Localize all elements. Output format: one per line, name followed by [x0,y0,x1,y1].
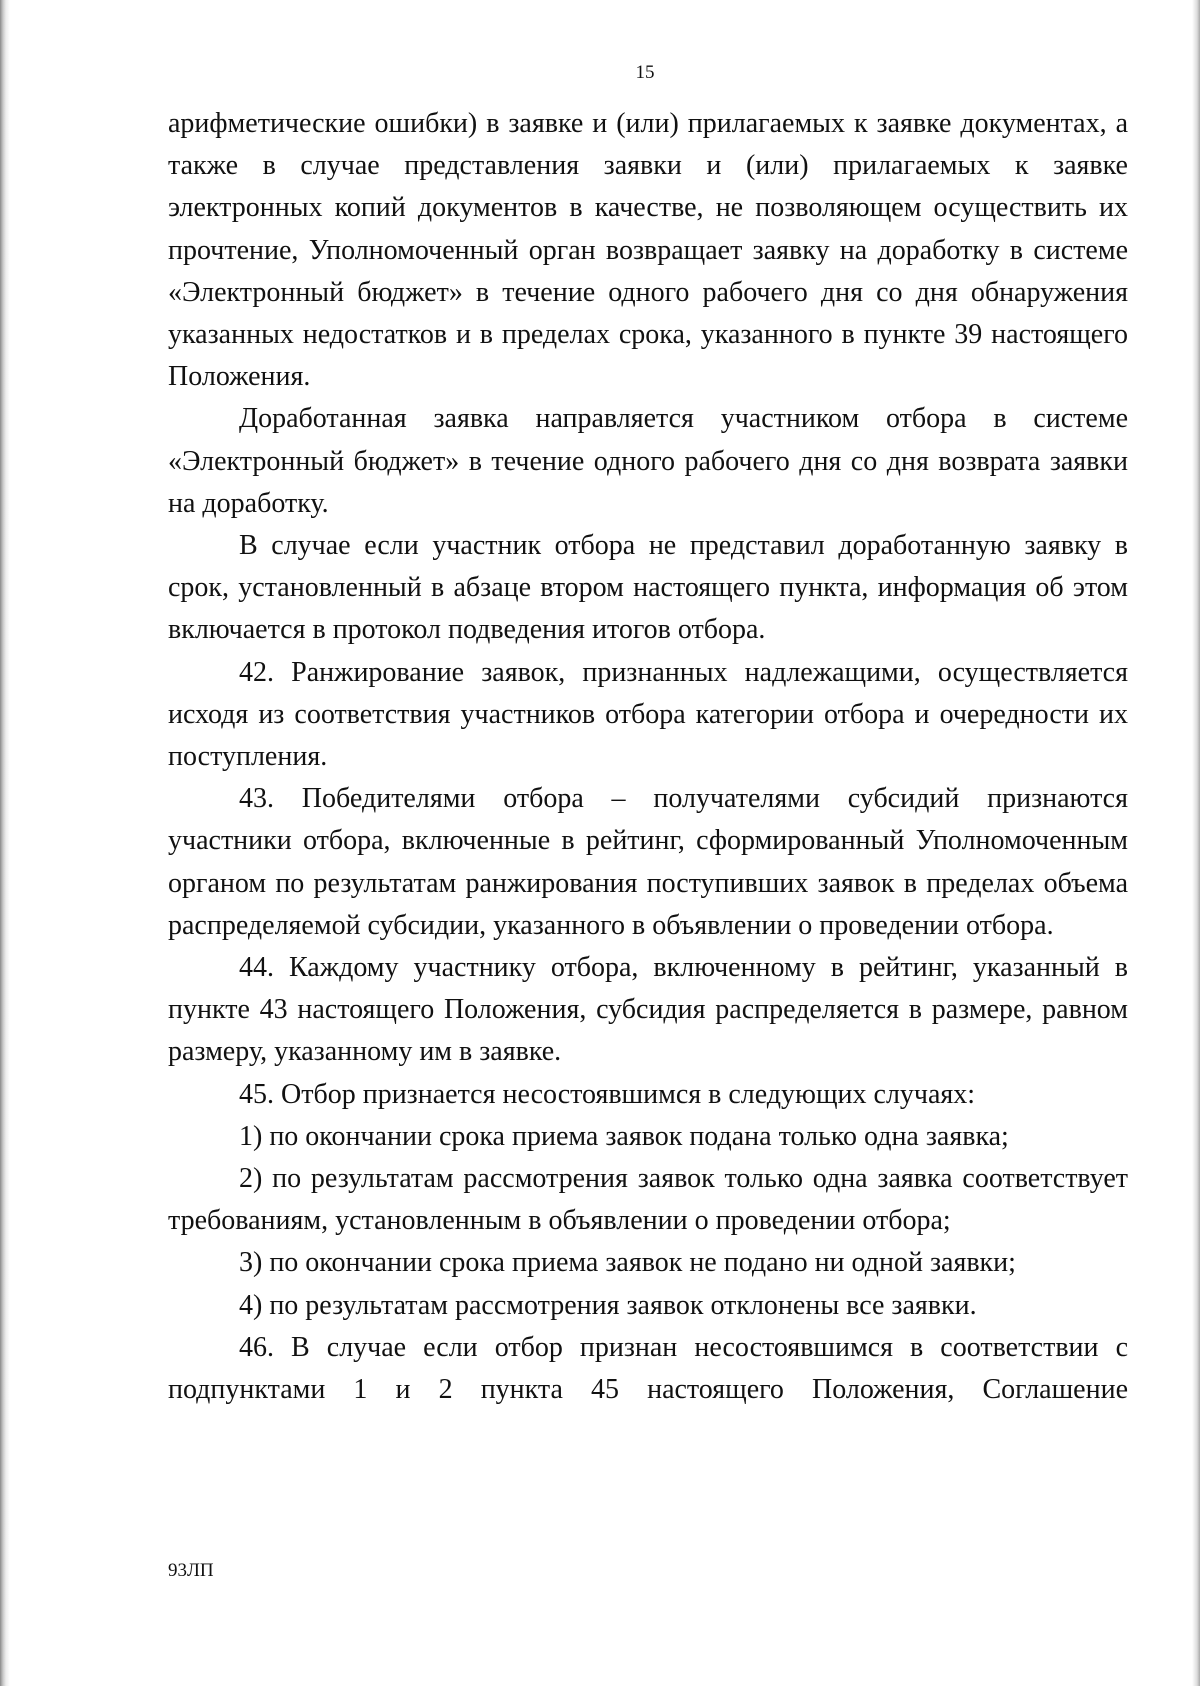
paragraph-revised-application: Доработанная заявка направляется участником отбора в системе «Электронный бюджет» в течение одного рабочего дня со дня возврата заявки на доработку. [168,403,1128,519]
paragraph-item-43: 43. Победителями отбора – получателями субсидий признаются участники отбора, включенные в рейтинг, сформированный Уполномоченным органом по результатам ранжирования поступивших заявок в пределах объема распределяемой субсидии, указанного в объявлении о проведении отбора. [168,783,1128,941]
paragraph-continuation: арифметические ошибки) в заявке и (или) прилагаемых к заявке документах, а также в случае представления заявки и (или) прилагаемых к заявке электронных копий документов в качестве, не позволяющем осуществить их прочтение, Уполномоченный орган возвращает заявку на доработку в системе «Электронный бюджет» в течение одного рабочего дня со дня обнаружения указанных недостатков и в пределах срока, указанного в пункте 39 настоящего Положения. [168,108,1128,393]
subitem-45-1: 1) по окончании срока приема заявок подана только одна заявка; [239,1120,1009,1152]
subitem-45-2: 2) по результатам рассмотрения заявок только одна заявка соответствует требованиям, установленным в объявлении о проведении отбора; [168,1163,1128,1237]
footer-code: 93ЛП [168,1560,214,1581]
subitem-45-4: 4) по результатам рассмотрения заявок отклонены все заявки. [239,1289,977,1321]
paragraph-item-42: 42. Ранжирование заявок, признанных надлежащими, осуществляется исходя из соответствия участников отбора категории отбора и очередности их поступления. [168,656,1128,773]
paragraph-item-44: 44. Каждому участнику отбора, включенному в рейтинг, указанный в пункте 43 настоящего Положения, субсидия распределяется в размере, равном размеру, указанному им в заявке. [168,952,1128,1068]
paragraph-not-submitted: В случае если участник отбора не представил доработанную заявку в срок, установленный в абзаце втором настоящего пункта, информация об этом включается в протокол подведения итогов отбора. [168,530,1128,646]
subitem-45-3: 3) по окончании срока приема заявок не подано ни одной заявки; [239,1247,1016,1279]
paragraph-item-45: 45. Отбор признается несостоявшимся в следующих случаях: [239,1078,976,1110]
page-number: 15 [635,62,655,83]
scan-edge-left [0,0,10,1686]
document-body [168,103,1128,1411]
paragraph-item-46: 46. В случае если отбор признан несостоявшимся в соответствии с подпунктами 1 и 2 пункта 45 настоящего Положения, Соглашение [168,1331,1128,1406]
scan-edge-right [1192,0,1200,1686]
